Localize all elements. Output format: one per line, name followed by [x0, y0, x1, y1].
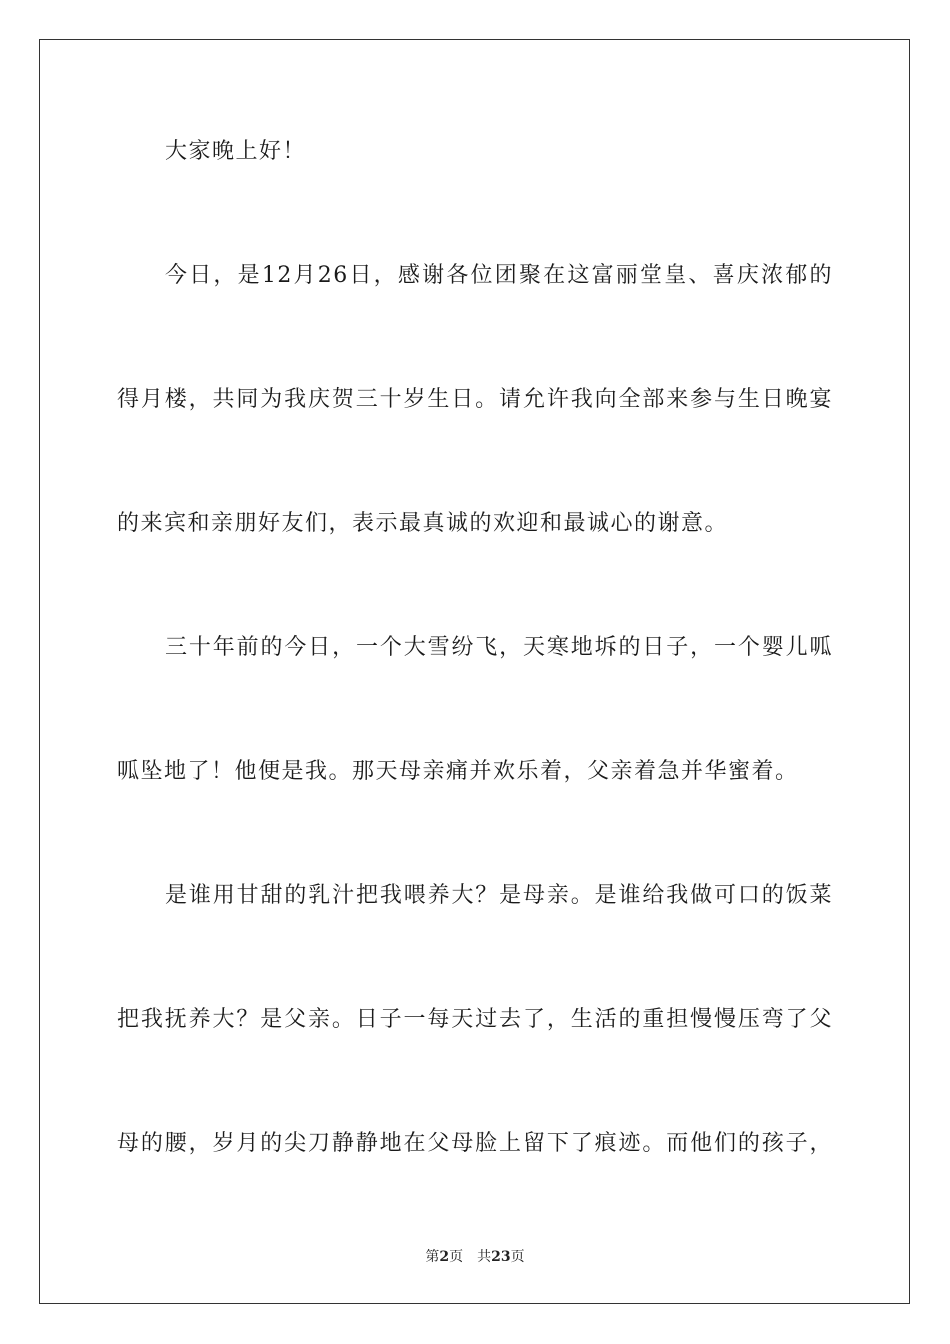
- paragraph-greeting: 大家晚上好！: [165, 139, 307, 164]
- paragraph-line: 的来宾和亲朋好友们，表示最真诚的欢迎和最诚心的谢意。: [117, 511, 729, 536]
- paragraph-line: 今日，是12月26日，感谢各位团聚在这富丽堂皇、喜庆浓郁的: [165, 263, 833, 288]
- page-number: 2: [439, 1249, 450, 1265]
- paragraph-line: 母的腰，岁月的尖刀静静地在父母脸上留下了痕迹。而他们的孩子，: [117, 1131, 833, 1156]
- page-prefix: 第: [425, 1249, 440, 1265]
- total-pages: 23: [491, 1249, 511, 1265]
- page-suffix: 页: [449, 1249, 464, 1265]
- paragraph-line: 呱坠地了！他便是我。那天母亲痛并欢乐着，父亲着急并华蜜着。: [117, 759, 799, 784]
- paragraph-line: 把我抚养大？是父亲。日子一每天过去了，生活的重担慢慢压弯了父: [117, 1007, 833, 1032]
- paragraph-line: 是谁用甘甜的乳汁把我喂养大？是母亲。是谁给我做可口的饭菜: [165, 883, 833, 908]
- page-footer: [0, 1248, 950, 1266]
- paragraph-line: 三十年前的今日，一个大雪纷飞，天寒地坼的日子，一个婴儿呱: [165, 635, 833, 660]
- total-suffix: 页: [510, 1249, 525, 1265]
- paragraph-line: 得月楼，共同为我庆贺三十岁生日。请允许我向全部来参与生日晚宴: [117, 387, 833, 412]
- page-border: [39, 39, 910, 1304]
- total-prefix: 共: [477, 1249, 492, 1265]
